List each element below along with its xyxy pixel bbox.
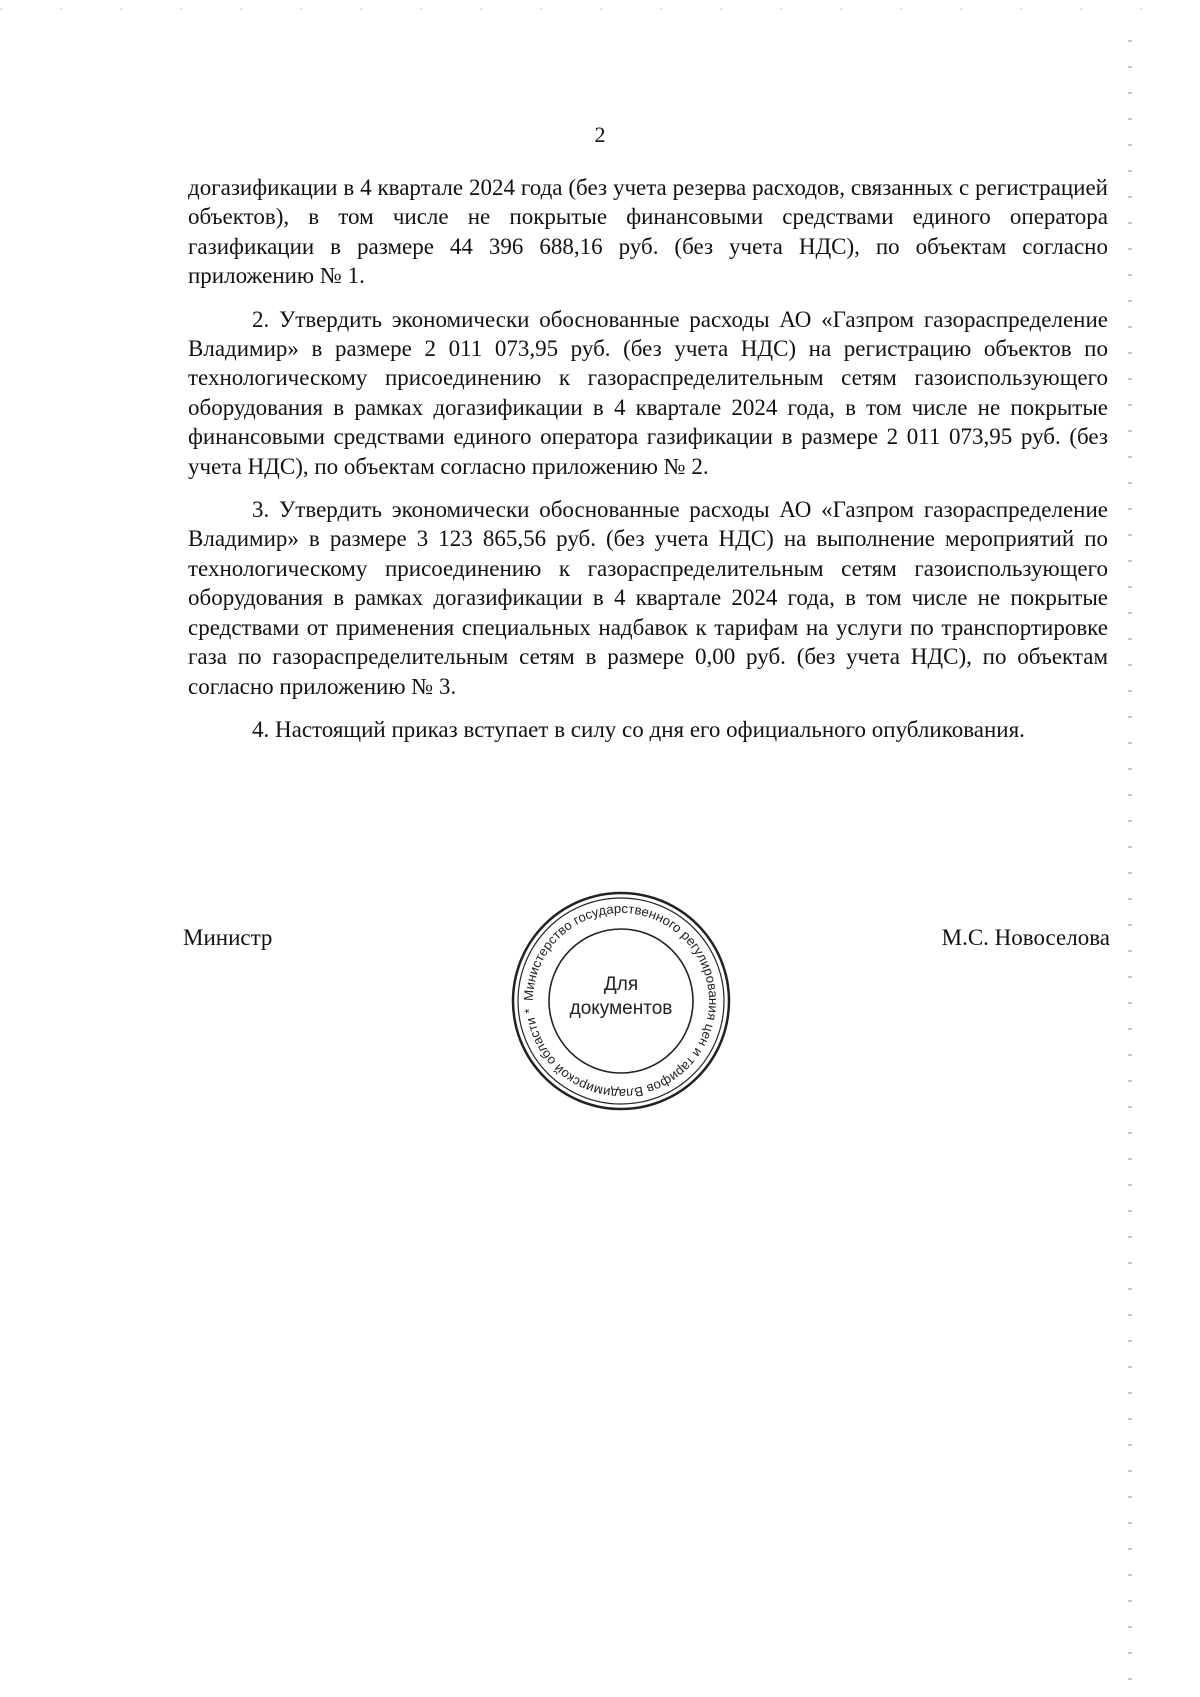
paragraph-item-4: 4. Настоящий приказ вступает в силу со дня его официального опубликования.: [252, 716, 1025, 742]
page-number: 2: [594, 122, 606, 147]
paragraph-item-3: 3. Утвердить экономически обоснованные расходы АО «Газпром газораспределение Владимир» в размере 3 123 865,56 руб. (без учета НДС) на выполнение мероприятий по технологическому присоединению к газораспределительным сетям газоиспользующего оборудования в рамках догазификации в 4 квартале 2024 года, в том числе не покрытые средствами от применения специальных надбавок к тарифам на услуги по транспортировке газа по газораспределительным сетям в размере 0,00 руб. (без учета НДС), по объектам согласно приложению № 3.: [188, 497, 1108, 699]
paragraph-item-2: 2. Утвердить экономически обоснованные расходы АО «Газпром газораспределение Владимир» в размере 2 011 073,95 руб. (без учета НДС) на регистрацию объектов по технологическому присоединению к газораспределительным сетям газоиспользующего оборудования в рамках догазификации в 4 квартале 2024 года, в том числе не покрытые финансовыми средствами единого оператора газификации в размере 2 011 073,95 руб. (без учета НДС), по объектам согласно приложению № 2.: [188, 306, 1108, 479]
scan-artifact-top: [0, 8, 1200, 10]
signatory-name: М.С. Новоселова: [941, 925, 1110, 950]
document-body: [188, 173, 1108, 758]
paragraph-continuation: догазификации в 4 квартале 2024 года (без учета резерва расходов, связанных с регистрацией объектов), в том числе не покрытые финансовыми средствами единого оператора газификации в размере 44 396 688,16 руб. (без учета НДС), по объектам согласно приложению № 1.: [188, 175, 1108, 289]
stamp-ring-text: Министерство государственного регулирования цен и тарифов Владимирской области *: [520, 900, 722, 1102]
scan-artifact-edge: [1128, 40, 1132, 1680]
stamp-center-text: [509, 973, 733, 1021]
stamp-center-line-2: документов: [569, 998, 673, 1019]
official-stamp: [509, 889, 733, 1113]
signatory-title: Министр: [183, 925, 273, 950]
stamp-center-line-1: Для: [603, 974, 639, 995]
